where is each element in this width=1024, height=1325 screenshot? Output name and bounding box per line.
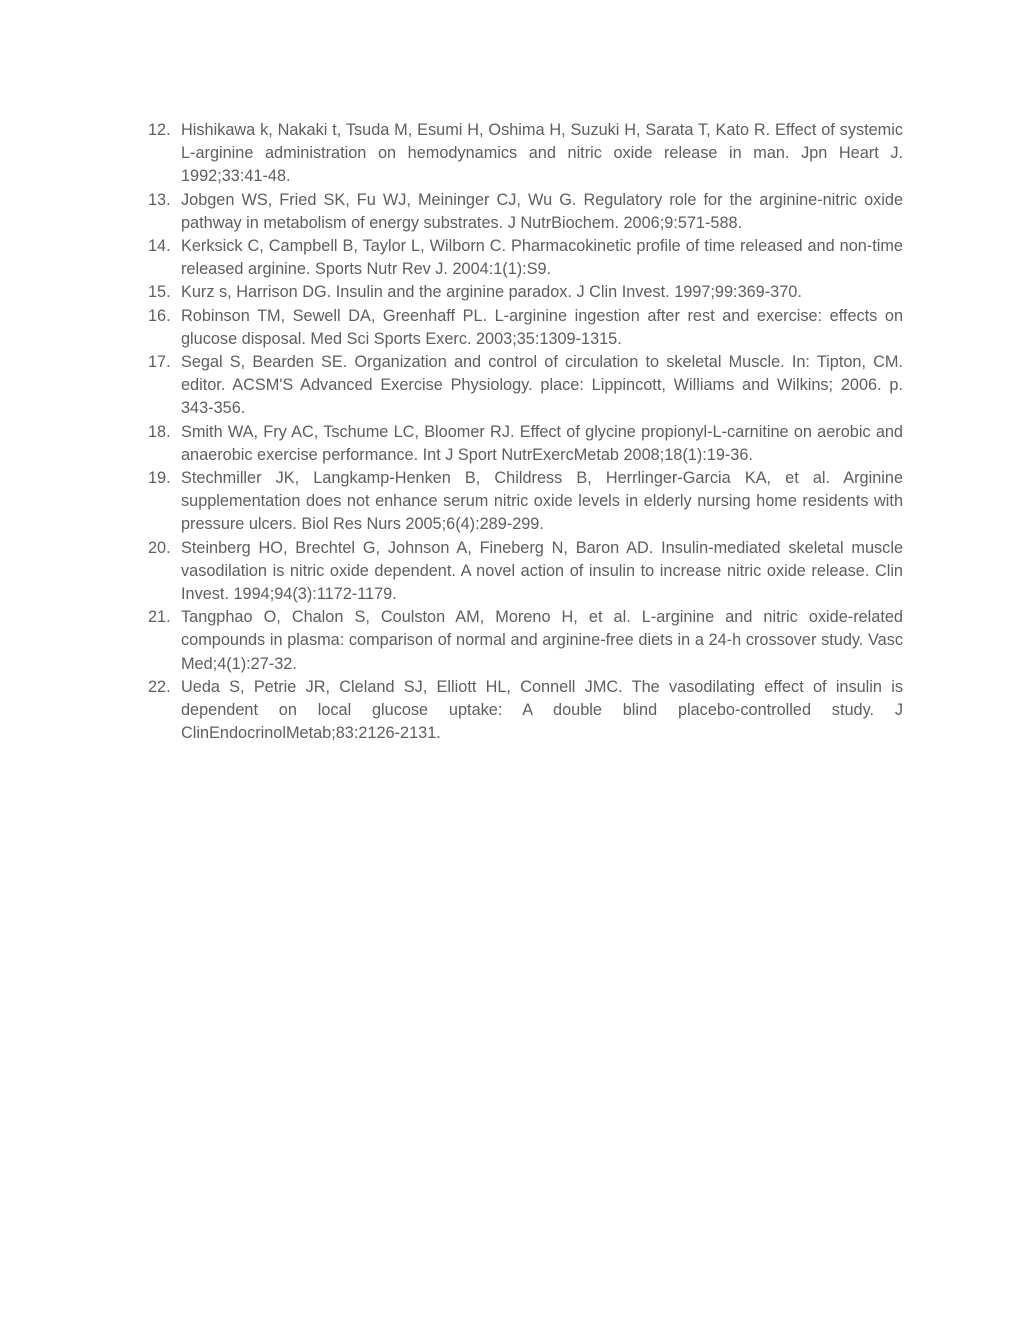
reference-text: Tangphao O, Chalon S, Coulston AM, Moreno H, et al. L-arginine and nitric oxide-related compounds in plasma: comparison of normal and arginine-free diets in a 24-h crossover study. Vasc Med;4(1):27-32. [181,608,903,673]
reference-number: 14. [148,237,171,256]
reference-item [148,351,903,421]
reference-list [148,119,903,745]
reference-number: 12. [148,121,171,139]
reference-text: Ueda S, Petrie JR, Cleland SJ, Elliott HL, Connell JMC. The vasodilating effect of insulin is dependent on local glucose uptake: A double blind placebo-controlled study. J ClinEndocrinolMetab;83:2126-2131. [181,677,903,743]
reference-item [148,305,903,351]
reference-item [148,189,903,235]
reference-number: 13. [148,190,171,209]
reference-number: 21. [148,608,171,627]
reference-text: Robinson TM, Sewell DA, Greenhaff PL. L-arginine ingestion after rest and exercise: effects on glucose disposal. Med Sci Sports Exerc. 2003;35:1309-1315. [181,306,903,348]
reference-text: Segal S, Bearden SE. Organization and control of circulation to skeletal Muscle. In: Tipton, CM. editor. ACSM'S Advanced Exercise Physiology. place: Lippincott, Williams and Wilkins; 2006. p. 343-356. [181,353,903,418]
reference-item [148,467,903,537]
reference-number: 17. [148,353,171,372]
reference-item [148,421,903,467]
reference-item [148,281,903,304]
reference-text: Kerksick C, Campbell B, Taylor L, Wilborn C. Pharmacokinetic profile of time released and non-time released arginine. Sports Nutr Rev J. 2004:1(1):S9. [181,237,903,279]
reference-number: 19. [148,469,171,488]
reference-text: Jobgen WS, Fried SK, Fu WJ, Meininger CJ, Wu G. Regulatory role for the arginine-nitric oxide pathway in metabolism of energy substrates. J NutrBiochem. 2006;9:571-588. [181,190,903,232]
reference-text: Stechmiller JK, Langkamp-Henken B, Childress B, Herrlinger-Garcia KA, et al. Arginine supplementation does not enhance serum nitric oxide levels in elderly nursing home residents with pressure ulcers. Biol Res Nurs 2005;6(4):289-299. [181,469,903,534]
reference-number: 22. [148,677,171,696]
reference-item [148,119,903,189]
reference-text: Smith WA, Fry AC, Tschume LC, Bloomer RJ. Effect of glycine propionyl-L-carnitine on aerobic and anaerobic exercise performance. Int J Sport NutrExercMetab 2008;18(1):19-36. [181,422,903,464]
reference-text: Steinberg HO, Brechtel G, Johnson A, Fineberg N, Baron AD. Insulin-mediated skeletal muscle vasodilation is nitric oxide dependent. A novel action of insulin to increase nitric oxide release. Clin Invest. 1994;94(3):1172-1179. [181,538,903,604]
reference-item [148,235,903,281]
reference-item [148,676,903,746]
reference-number: 18. [148,422,171,441]
reference-text: Hishikawa k, Nakaki t, Tsuda M, Esumi H, Oshima H, Suzuki H, Sarata T, Kato R. Effect of systemic L-arginine administration on hemodynamics and nitric oxide release in man. Jpn Heart J. 1992;33:41-48. [181,121,903,186]
reference-number: 20. [148,538,171,557]
reference-number: 16. [148,306,171,325]
reference-number: 15. [148,283,171,302]
reference-text: Kurz s, Harrison DG. Insulin and the arginine paradox. J Clin Invest. 1997;99:369-370. [181,283,802,302]
reference-item [148,537,903,607]
reference-item [148,606,903,676]
